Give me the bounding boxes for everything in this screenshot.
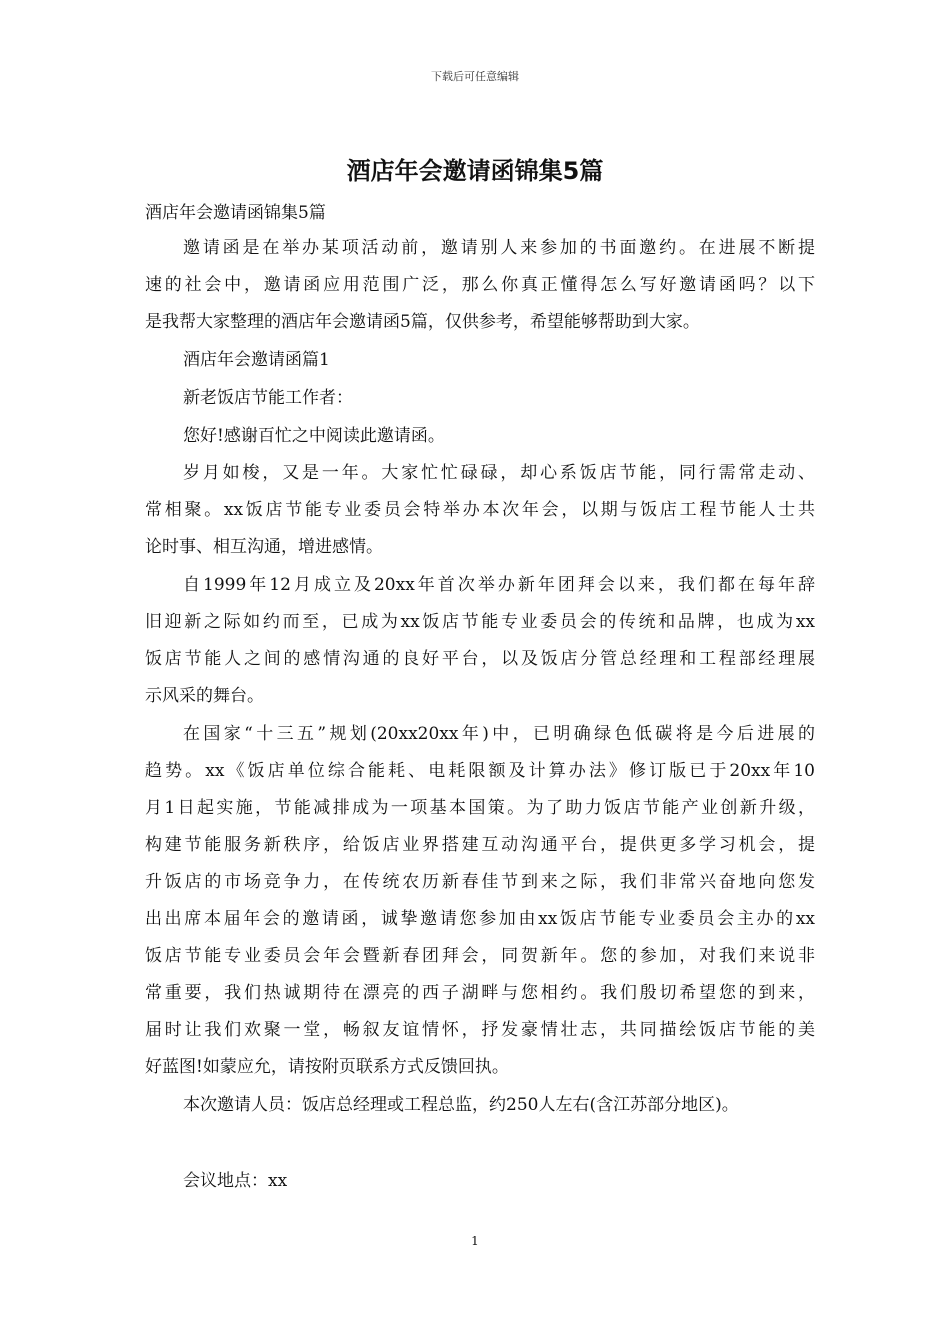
- section-heading: 酒店年会邀请函篇1: [183, 350, 330, 370]
- paragraph-line: 在国家“十三五”规划(20xx20xx年)中，已明确绿色低碳将是今后进展的: [183, 724, 815, 744]
- paragraph-line: 示风采的舞台。: [145, 686, 264, 706]
- paragraph-line: 出出席本届年会的邀请函，诚挚邀请您参加由xx饭店节能专业委员会主办的xx: [145, 909, 815, 929]
- invitees-line: 本次邀请人员：饭店总经理或工程总监，约250人左右(含江苏部分地区)。: [183, 1095, 739, 1115]
- paragraph-line: 是我帮大家整理的酒店年会邀请函5篇，仅供参考，希望能够帮助到大家。: [145, 312, 700, 332]
- subtitle-line: 酒店年会邀请函锦集5篇: [145, 203, 326, 223]
- paragraph-line: 升饭店的市场竞争力，在传统农历新春佳节到来之际，我们非常兴奋地向您发: [145, 872, 815, 892]
- paragraph-line: 饭店节能专业委员会年会暨新春团拜会，同贺新年。您的参加，对我们来说非: [145, 946, 815, 966]
- paragraph-line: 自1999年12月成立及20xx年首次举办新年团拜会以来，我们都在每年辞: [183, 575, 815, 595]
- paragraph-line: 速的社会中，邀请函应用范围广泛，那么你真正懂得怎么写好邀请函吗？以下: [145, 275, 815, 295]
- paragraph-line: 趋势。xx《饭店单位综合能耗、电耗限额及计算办法》修订版已于20xx年10: [145, 761, 815, 781]
- paragraph-line: 论时事、相互沟通，增进感情。: [145, 537, 383, 557]
- greeting-line: 您好!感谢百忙之中阅读此邀请函。: [183, 426, 445, 446]
- paragraph-line: 构建节能服务新秩序，给饭店业界搭建互动沟通平台，提供更多学习机会，提: [145, 835, 815, 855]
- paragraph-line: 月1日起实施，节能减排成为一项基本国策。为了助力饭店节能产业创新升级，: [145, 798, 815, 818]
- paragraph-line: 岁月如梭，又是一年。大家忙忙碌碌，却心系饭店节能，同行需常走动、: [183, 463, 815, 483]
- document-title: 酒店年会邀请函锦集5篇: [346, 157, 604, 185]
- paragraph-line: 常相聚。xx饭店节能专业委员会特举办本次年会，以期与饭店工程节能人士共: [145, 500, 815, 520]
- paragraph-line: 邀请函是在举办某项活动前，邀请别人来参加的书面邀约。在进展不断提: [183, 238, 815, 258]
- page-header-note: 下载后可任意编辑: [431, 70, 519, 83]
- paragraph-line: 饭店节能人之间的感情沟通的良好平台，以及饭店分管总经理和工程部经理展: [145, 649, 815, 669]
- salutation-line: 新老饭店节能工作者：: [183, 388, 353, 408]
- venue-line: 会议地点：xx: [183, 1171, 288, 1191]
- paragraph-line: 旧迎新之际如约而至，已成为xx饭店节能专业委员会的传统和品牌，也成为xx: [145, 612, 815, 632]
- paragraph-line: 好蓝图!如蒙应允，请按附页联系方式反馈回执。: [145, 1057, 509, 1077]
- paragraph-line: 届时让我们欢聚一堂，畅叙友谊情怀，抒发豪情壮志，共同描绘饭店节能的美: [145, 1020, 815, 1040]
- page-number: 1: [471, 1234, 479, 1248]
- paragraph-line: 常重要，我们热诚期待在漂亮的西子湖畔与您相约。我们殷切希望您的到来，: [145, 983, 815, 1003]
